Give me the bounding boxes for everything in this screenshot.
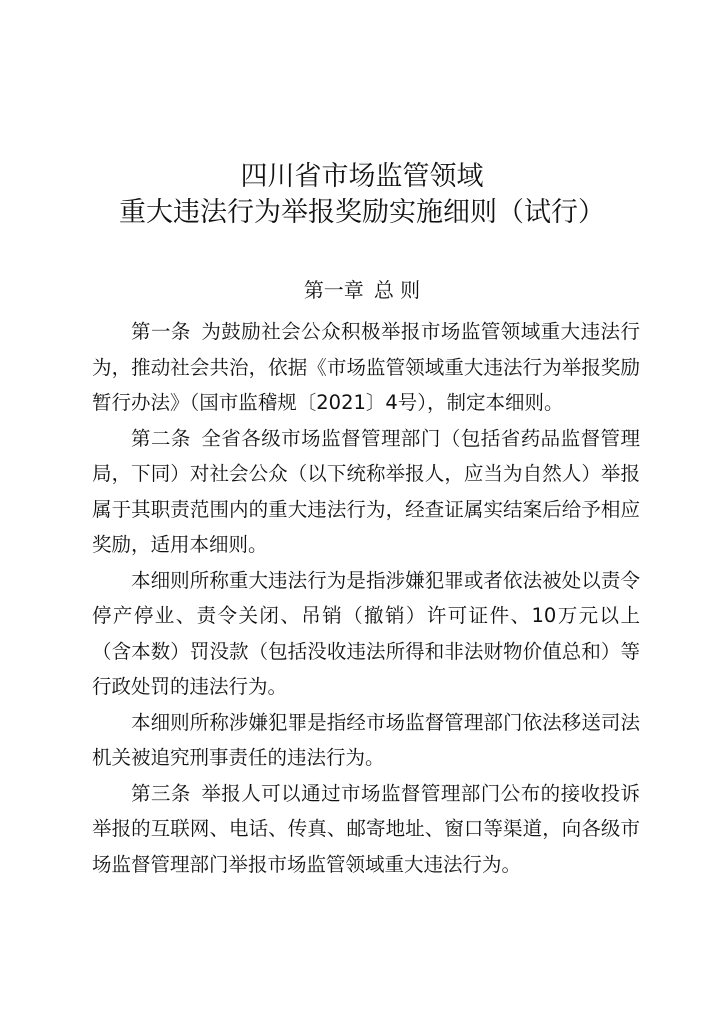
chapter-name: 总 则 bbox=[373, 278, 421, 302]
article-number: 第一条 bbox=[131, 320, 191, 343]
paragraph-text: 本细则所称重大违法行为是指涉嫌犯罪或者依法被处以责令停产停业、责令关闭、吊销（撤销）许可证件、10万元以上（含本数）罚没款（包括没收违法所得和非法财物价值总和）等行政处罚的违法行为。 bbox=[92, 568, 640, 698]
chapter-heading bbox=[0, 277, 724, 303]
paragraph-text: 本细则所称涉嫌犯罪是指经市场监督管理部门依法移送司法机关被追究刑事责任的违法行为。 bbox=[92, 710, 640, 769]
document-title-line-1: 四川省市场监管领域 bbox=[240, 161, 484, 192]
paragraph bbox=[92, 563, 640, 705]
article-number: 第三条 bbox=[131, 781, 191, 805]
document-body bbox=[92, 314, 640, 882]
chapter-label: 第一章 bbox=[303, 278, 364, 302]
article-paragraph bbox=[92, 776, 640, 883]
article-paragraph bbox=[92, 421, 640, 563]
paragraph-text: 为鼓励社会公众积极举报市场监管领域重大违法行为，推动社会共治，依据《市场监管领域重大违法行为举报奖励暂行办法》（国市监稽规〔2021〕4号），制定本细则。 bbox=[92, 320, 640, 414]
article-paragraph bbox=[92, 314, 640, 421]
paragraph-text: 全省各级市场监督管理部门（包括省药品监督管理局，下同）对社会公众（以下统称举报人，应当为自然人）举报属于其职责范围内的重大违法行为，经查证属实结案后给予相应奖励，适用本细则。 bbox=[92, 426, 640, 556]
paragraph-text: 举报人可以通过市场监督管理部门公布的接收投诉举报的互联网、电话、传真、邮寄地址、窗口等渠道，向各级市场监督管理部门举报市场监管领域重大违法行为。 bbox=[92, 781, 640, 876]
paragraph bbox=[92, 705, 640, 776]
article-number: 第二条 bbox=[131, 426, 191, 450]
document-title-line-2: 重大违法行为举报奖励实施细则（试行） bbox=[119, 197, 605, 228]
